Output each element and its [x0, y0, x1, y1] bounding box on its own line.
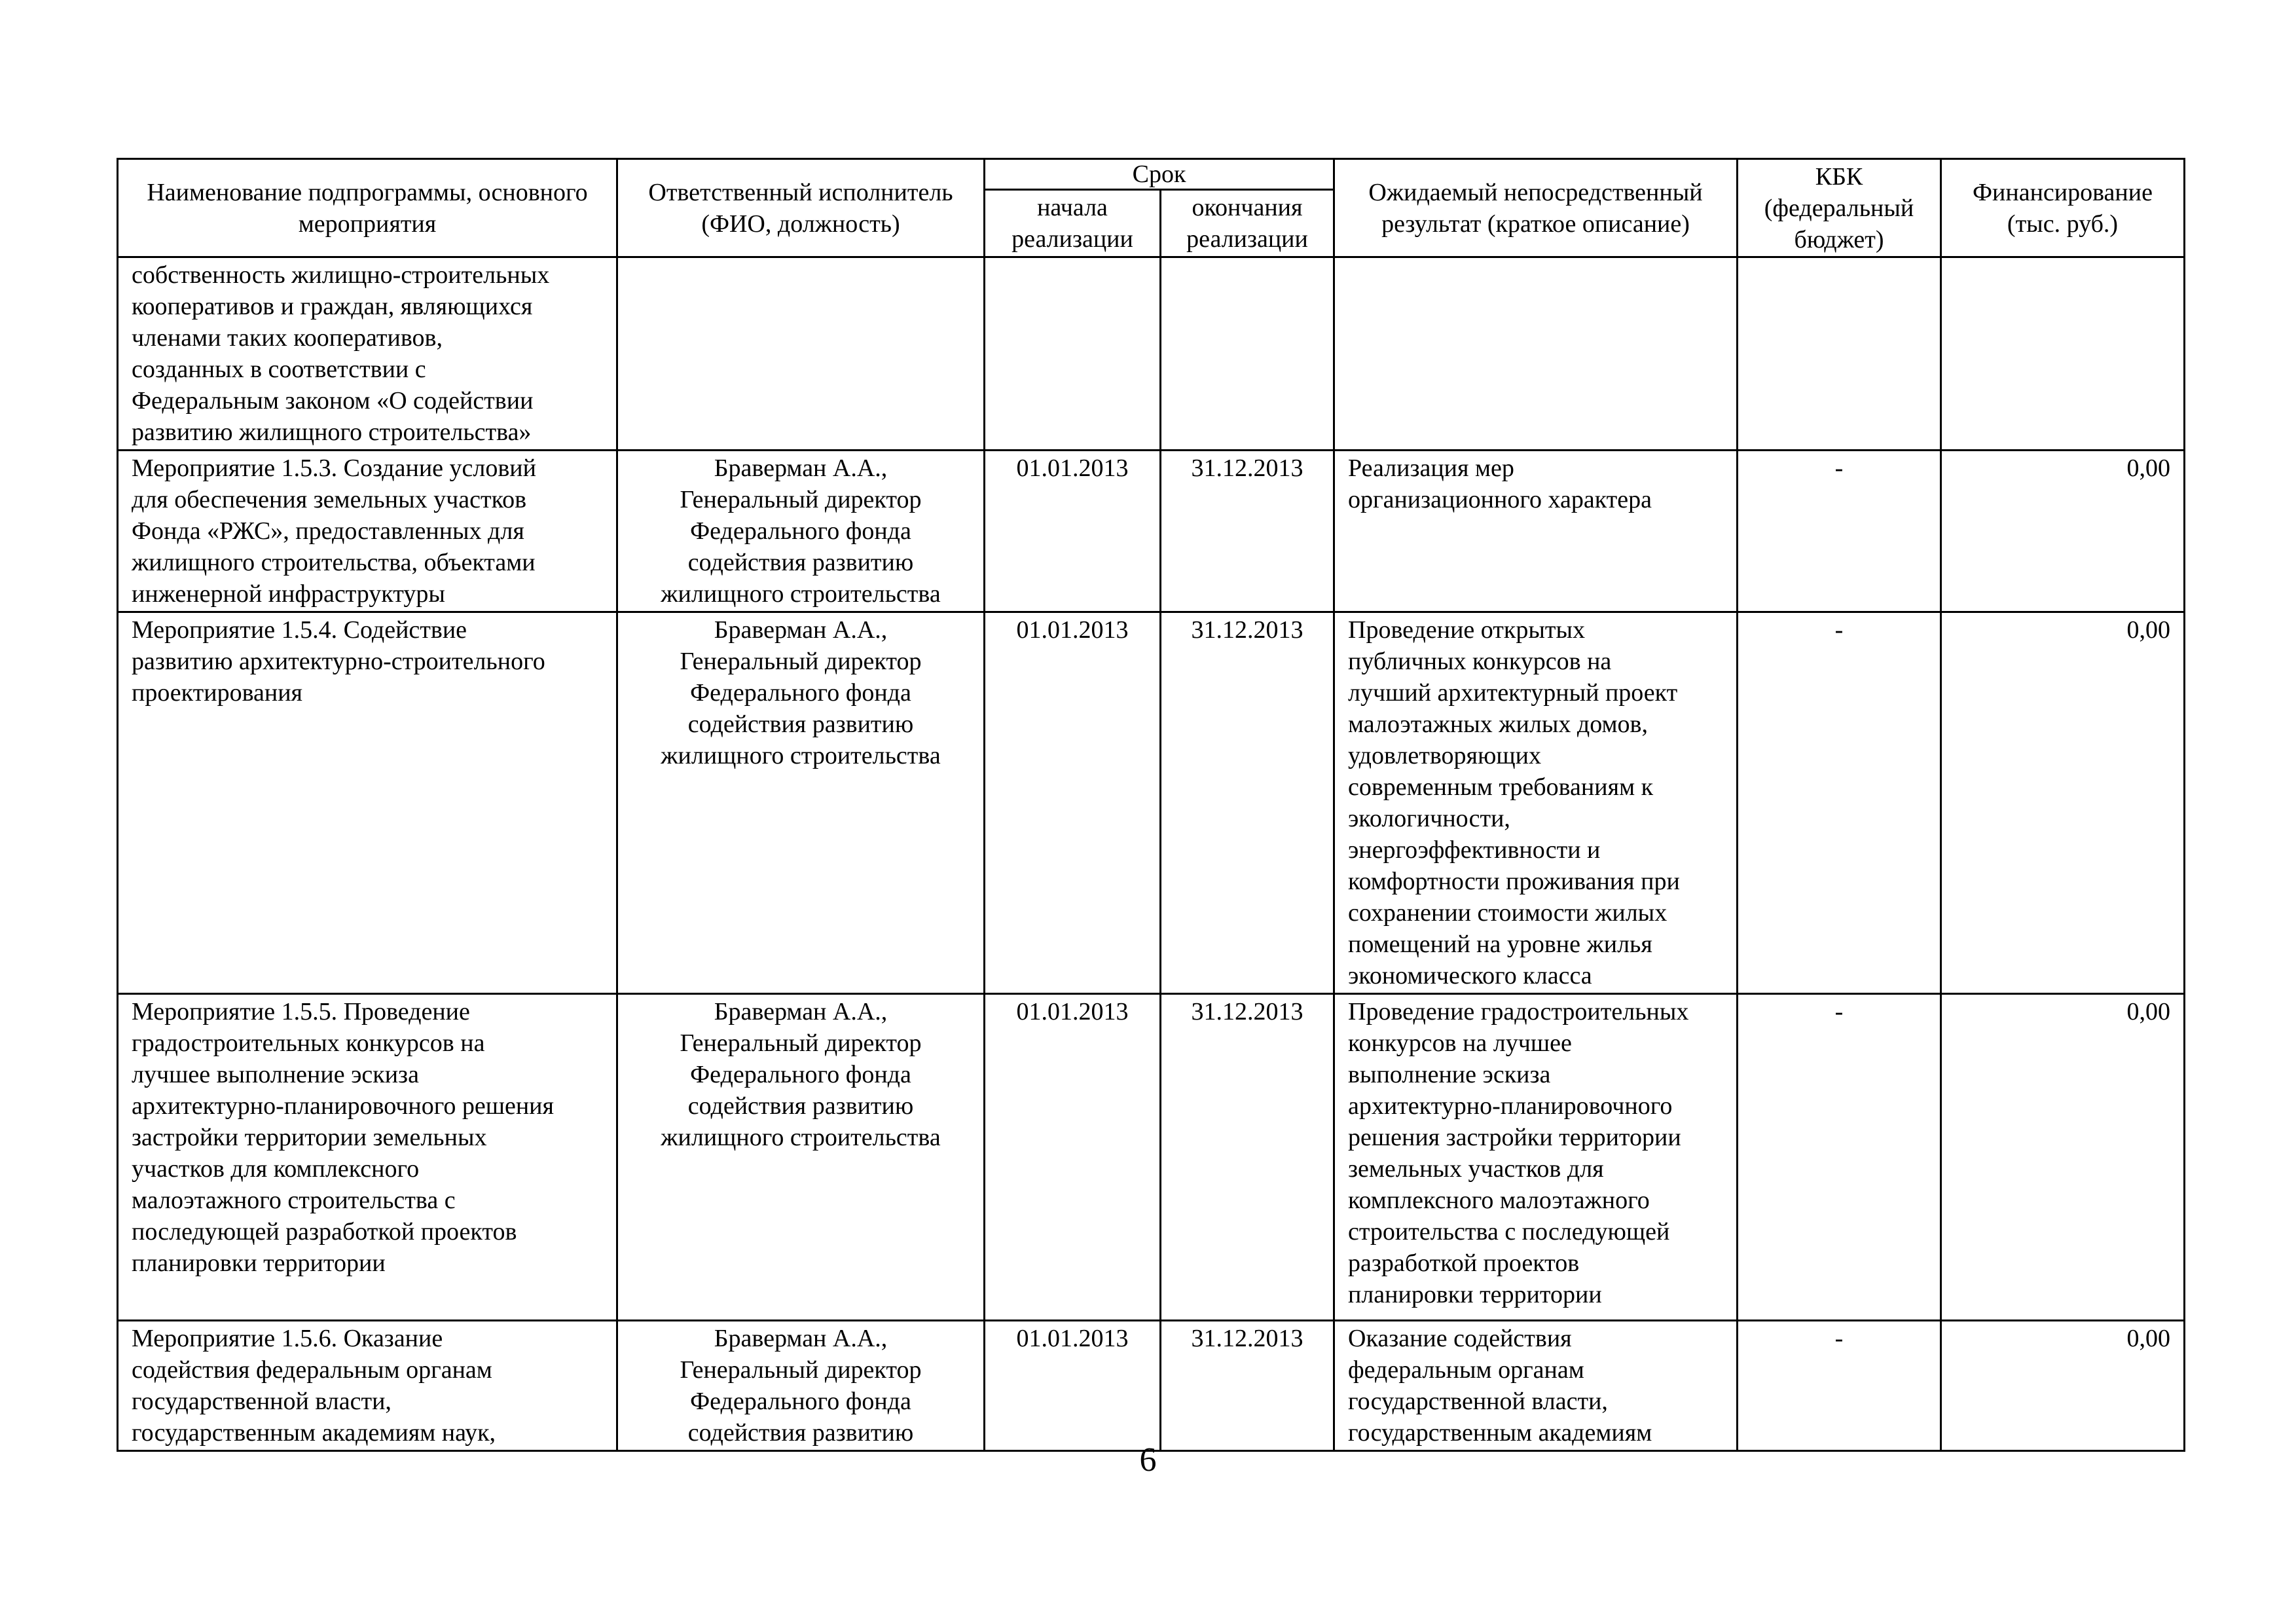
- table-row: [118, 257, 2185, 451]
- cell-result-text: Проведение градостроительных конкурсов на лучшее выполнение эскиза архитектурно-планировочного решения застройки территории земельных участков для комплексного малоэтажного строительства с последующей разработкой проектов планировки территории: [1348, 998, 1689, 1308]
- header-executor: Ответственный исполнитель (ФИО, должность): [617, 159, 985, 257]
- table-row: [118, 994, 2185, 1321]
- cell-financing: 0,00: [1941, 612, 2185, 994]
- cell-result-text: Оказание содействия федеральным органам государственной власти, государственным академиям: [1348, 1325, 1652, 1447]
- cell-name-text: Мероприятие 1.5.3. Создание условий для обеспечения земельных участков Фонда «РЖС», предоставленных для жилищного строительства, объектами инженерной инфраструктуры: [132, 454, 536, 608]
- cell-executor: [617, 257, 985, 451]
- cell-end: 31.12.2013: [1161, 1321, 1334, 1451]
- header-start: начала реализации: [985, 190, 1161, 257]
- cell-name-text: собственность жилищно-строительных кооперативов и граждан, являющихся членами таких кооперативов, созданных в соответствии с Федеральным законом «О содействии развитию жилищного строительства»: [132, 261, 550, 446]
- cell-name-text: Мероприятие 1.5.5. Проведение градостроительных конкурсов на лучшее выполнение эскиза архитектурно-планировочного решения застройки территории земельных участков для комплексного малоэтажного строительства с последующей разработкой проектов планировки территории: [132, 998, 554, 1277]
- header-name: Наименование подпрограммы, основного мероприятия: [118, 159, 617, 257]
- cell-start: [985, 257, 1161, 451]
- cell-kbk: -: [1738, 1321, 1941, 1451]
- cell-executor-text: Браверман А.А., Генеральный директор Федерального фонда содействия развитию жилищного строительства: [661, 616, 941, 769]
- page-number: 6: [1139, 1441, 1157, 1479]
- cell-name-text: Мероприятие 1.5.6. Оказание содействия федеральным органам государственной власти, государственным академиям наук,: [132, 1325, 496, 1447]
- cell-financing: [1941, 257, 2185, 451]
- cell-executor: [617, 612, 985, 994]
- header-end: окончания реализации: [1161, 190, 1334, 257]
- cell-financing: 0,00: [1941, 451, 2185, 612]
- cell-executor: [617, 1321, 985, 1451]
- cell-name: [118, 1321, 617, 1451]
- cell-executor: [617, 994, 985, 1321]
- table-body: [118, 257, 2185, 1451]
- cell-executor-text: Браверман А.А., Генеральный директор Федерального фонда содействия развитию жилищного строительства: [661, 998, 941, 1151]
- cell-result: [1334, 451, 1738, 612]
- header-term: Срок: [985, 159, 1334, 190]
- cell-financing: 0,00: [1941, 994, 2185, 1321]
- cell-start: 01.01.2013: [985, 612, 1161, 994]
- cell-result-text: Проведение открытых публичных конкурсов на лучший архитектурный проект малоэтажных жилых домов, удовлетворяющих современным требованиям к экологичности, энергоэффективности и комфортности проживания при сохранении стоимости жилых помещений на уровне жилья экономического класса: [1348, 616, 1680, 989]
- header-result: Ожидаемый непосредственный результат (краткое описание): [1334, 159, 1738, 257]
- cell-end: [1161, 257, 1334, 451]
- cell-executor-text: Браверман А.А., Генеральный директор Федерального фонда содействия развитию жилищного строительства: [661, 454, 941, 608]
- cell-kbk: -: [1738, 612, 1941, 994]
- cell-name: [118, 451, 617, 612]
- table-row: [118, 612, 2185, 994]
- program-activities-table: [117, 158, 2185, 1452]
- cell-result-text: Реализация мер организационного характера: [1348, 454, 1652, 513]
- cell-name-text: Мероприятие 1.5.4. Содействие развитию архитектурно-строительного проектирования: [132, 616, 545, 707]
- cell-executor: [617, 451, 985, 612]
- cell-kbk: -: [1738, 994, 1941, 1321]
- cell-kbk: [1738, 257, 1941, 451]
- cell-end: 31.12.2013: [1161, 612, 1334, 994]
- cell-result: [1334, 994, 1738, 1321]
- header-kbk: КБК (федеральный бюджет): [1738, 159, 1941, 257]
- cell-name: [118, 257, 617, 451]
- header-row-1: [118, 159, 2185, 190]
- table-row: [118, 451, 2185, 612]
- cell-executor-text: Браверман А.А., Генеральный директор Федерального фонда содействия развитию: [680, 1325, 922, 1447]
- cell-end: 31.12.2013: [1161, 994, 1334, 1321]
- cell-result: [1334, 257, 1738, 451]
- cell-kbk: -: [1738, 451, 1941, 612]
- cell-start: 01.01.2013: [985, 1321, 1161, 1451]
- cell-start: 01.01.2013: [985, 451, 1161, 612]
- cell-name: [118, 612, 617, 994]
- cell-result: [1334, 612, 1738, 994]
- cell-end: 31.12.2013: [1161, 451, 1334, 612]
- cell-start: 01.01.2013: [985, 994, 1161, 1321]
- table-row: [118, 1321, 2185, 1451]
- table-header: [118, 159, 2185, 257]
- cell-financing: 0,00: [1941, 1321, 2185, 1451]
- cell-name: [118, 994, 617, 1321]
- cell-result: [1334, 1321, 1738, 1451]
- header-financing: Финансирование (тыс. руб.): [1941, 159, 2185, 257]
